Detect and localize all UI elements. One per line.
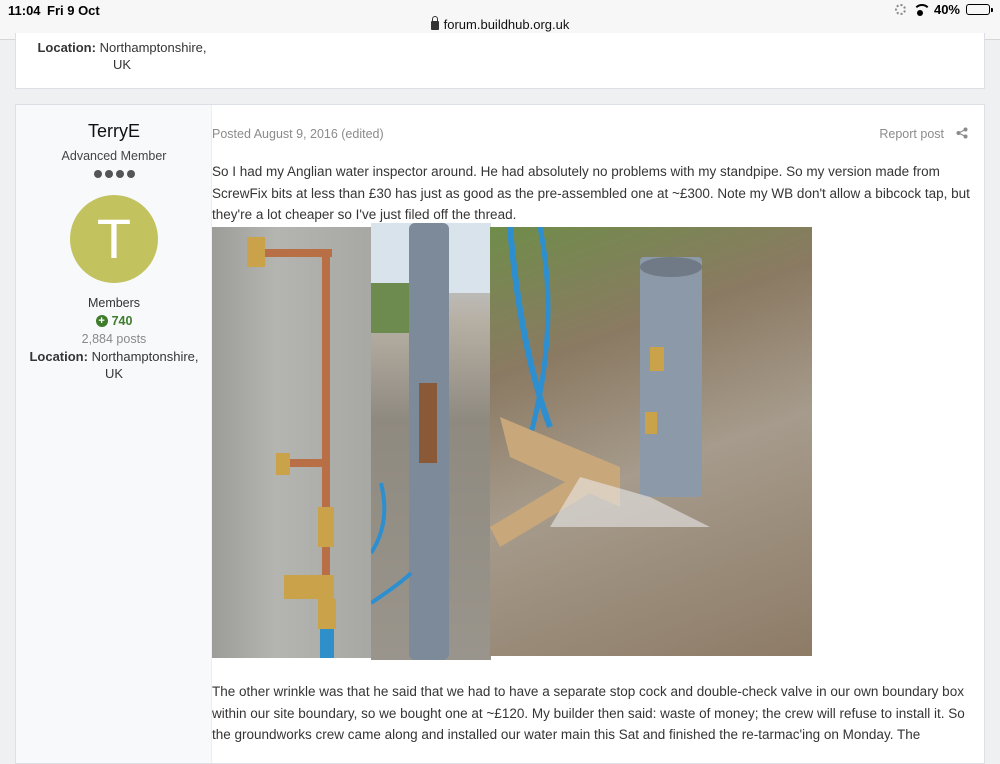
- post-paragraph-1: So I had my Anglian water inspector around. He had absolutely no problems with my standpipe. So my version made from ScrewFix bits at less than £30 has just as good as the pre-assembled one at ~£300. Note my WB don't allow a bibcock tap, but they're a lot cheaper so I've just filed off the thread.: [212, 164, 970, 222]
- trench-illustration: [490, 227, 812, 656]
- rank-pips: [94, 170, 135, 178]
- location-label: Location:: [37, 40, 96, 55]
- author-location: [16, 348, 212, 382]
- rank-pip: [105, 170, 113, 178]
- previous-post-card: [15, 33, 985, 89]
- report-post-link[interactable]: Report post: [879, 127, 944, 141]
- rank-pip: [127, 170, 135, 178]
- location-value-line2: UK: [104, 366, 124, 381]
- reputation-count: 740: [111, 314, 133, 328]
- post-paragraph-2: The other wrinkle was that he said that we had to have a separate stop cock and double-check valve in our own boundary box within our site boundary, so we bought one at ~£120. My builder then said: waste of money; the crew will refuse to install it. So the groundworks crew came along and installed our water main this Sat and finished the re-tarmac'ing on Monday. The: [212, 684, 965, 742]
- rank-pip: [116, 170, 124, 178]
- url-text[interactable]: forum.buildhub.org.uk: [443, 17, 570, 32]
- author-name[interactable]: TerryE: [87, 121, 140, 141]
- status-date: Fri 9 Oct: [47, 3, 100, 18]
- prev-author-location: [32, 39, 212, 73]
- location-label: Location:: [29, 349, 88, 364]
- author-rank: Advanced Member: [61, 149, 167, 163]
- plus-circle-icon: +: [96, 315, 108, 327]
- address-bar[interactable]: [0, 17, 1000, 32]
- battery-percent: 40%: [933, 2, 960, 17]
- avatar[interactable]: T: [70, 195, 158, 283]
- post-count: 2,884 posts: [81, 332, 147, 346]
- trench-photo[interactable]: [490, 227, 812, 656]
- location-value: Northamptonshire,: [91, 349, 199, 364]
- status-time: 11:04: [8, 3, 41, 18]
- battery-icon: [966, 4, 990, 15]
- location-value: Northamptonshire,: [99, 40, 207, 55]
- wifi-icon: [912, 4, 928, 16]
- author-panel: [16, 105, 212, 763]
- share-icon[interactable]: [956, 127, 968, 139]
- rank-pip: [94, 170, 102, 178]
- copper-pipe-illustration: [212, 227, 372, 658]
- author-group: Members: [87, 296, 141, 310]
- activity-spinner-icon: [895, 4, 906, 15]
- lock-icon: [431, 21, 439, 30]
- location-value-line2: UK: [112, 57, 132, 72]
- grey-pipe-illustration: [371, 223, 491, 660]
- forum-post: [15, 104, 985, 764]
- status-indicators: [895, 2, 990, 17]
- grey-pipe-photo[interactable]: [371, 223, 491, 660]
- standpipe-photo[interactable]: [212, 227, 372, 658]
- reputation-badge: [16, 314, 212, 328]
- post-date[interactable]: Posted August 9, 2016 (edited): [212, 127, 384, 141]
